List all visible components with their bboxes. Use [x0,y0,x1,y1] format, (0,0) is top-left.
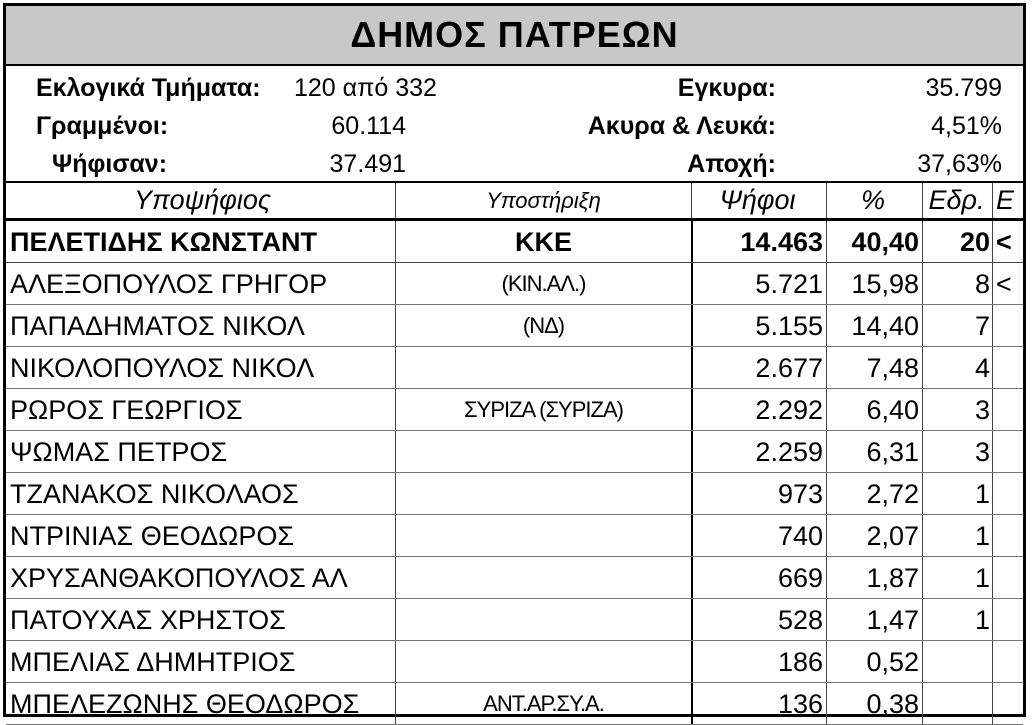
candidate-elected-mark [992,683,1023,724]
candidate-percent: 6,31 [826,431,922,472]
candidate-seats: 1 [922,473,992,514]
candidate-percent: 2,07 [826,515,922,556]
results-sheet [3,3,1026,717]
table-header [6,181,1023,221]
candidate-support: ΣΥΡΙΖΑ (ΣΥΡΙΖΑ) [395,389,691,430]
candidate-name: ΤΖΑΝΑΚΟΣ ΝΙΚΟΛΑΟΣ [10,479,299,509]
candidate-votes: 740 [691,515,826,556]
header-candidate: Υποψήφιος [133,185,272,215]
candidate-name: ΨΩΜΑΣ ΠΕΤΡΟΣ [10,437,228,467]
header-seats: Εδρ. [922,183,992,218]
table-row [6,305,1023,347]
candidate-name: ΧΡΥΣΑΝΘΑΚΟΠΟΥΛΟΣ ΑΛ [10,563,348,593]
candidate-votes: 5.721 [691,263,826,304]
candidate-percent: 15,98 [826,263,922,304]
candidate-name: ΠΑΤΟΥΧΑΣ ΧΡΗΣΤΟΣ [10,605,286,635]
header-support: Υποστήριξη [395,183,691,218]
candidate-elected-mark [992,599,1023,640]
candidate-name: ΑΛΕΞΟΠΟΥΛΟΣ ΓΡΗΓΟΡ [10,269,328,299]
sections-label: Εκλογικά Τμήματα: [36,74,261,102]
candidate-name: ΠΕΛΕΤΙΔΗΣ ΚΩΝΣΤΑΝΤ [10,227,317,257]
candidate-votes: 2.292 [691,389,826,430]
candidate-votes: 5.155 [691,305,826,346]
candidate-support [395,557,691,598]
candidate-elected-mark: < [992,263,1023,304]
table-row [6,683,1023,725]
table-row [6,263,1023,305]
table-row [6,431,1023,473]
candidate-seats [922,641,992,682]
candidate-elected-mark [992,515,1023,556]
valid-value: 35.799 [925,74,1002,102]
registered-value: 60.114 [331,112,406,140]
table-row [6,641,1023,683]
candidate-votes: 186 [691,641,826,682]
candidate-name: ΡΩΡΟΣ ΓΕΩΡΓΙΟΣ [10,395,243,425]
invalid-value: 4,51% [931,112,1002,140]
candidate-percent: 7,48 [826,347,922,388]
sections-value: 120 από 332 [294,74,437,102]
candidate-name: ΜΠΕΛΙΑΣ ΔΗΜΗΤΡΙΟΣ [10,647,296,677]
header-percent: % [826,183,922,218]
candidate-name: ΠΑΠΑΔΗΜΑΤΟΣ ΝΙΚΟΛ [10,311,305,341]
candidate-percent: 1,47 [826,599,922,640]
candidate-elected-mark [992,473,1023,514]
candidate-votes: 973 [691,473,826,514]
candidate-seats [922,683,992,724]
candidate-percent: 2,72 [826,473,922,514]
candidate-support [395,431,691,472]
candidate-name: ΜΠΕΛΕΖΩΝΗΣ ΘΕΟΔΩΡΟΣ [10,689,360,719]
header-votes: Ψήφοι [691,183,826,218]
candidate-elected-mark [992,431,1023,472]
abstention-value: 37,63% [917,150,1002,178]
candidate-votes: 14.463 [691,221,826,262]
candidate-support: (ΝΔ) [395,305,691,346]
candidate-seats: 7 [922,305,992,346]
candidate-support [395,599,691,640]
invalid-label: Ακυρα & Λευκά: [587,112,776,140]
candidate-votes: 2.259 [691,431,826,472]
candidate-elected-mark [992,389,1023,430]
page-title: ΔΗΜΟΣ ΠΑΤΡΕΩΝ [6,6,1023,66]
candidate-seats: 3 [922,431,992,472]
candidate-percent: 0,52 [826,641,922,682]
candidate-percent: 1,87 [826,557,922,598]
table-row [6,221,1023,263]
candidate-name: ΝΙΚΟΛΟΠΟΥΛΟΣ ΝΙΚΟΛ [10,353,315,383]
table-row [6,557,1023,599]
candidate-support: ΑΝΤ.ΑΡ.ΣΥ.Α. [395,683,691,724]
candidate-support [395,515,691,556]
candidate-percent: 0,38 [826,683,922,724]
candidate-elected-mark [992,557,1023,598]
header-elected: Ε [992,183,1023,218]
table-row [6,473,1023,515]
candidate-support [395,473,691,514]
candidate-support: (ΚΙΝ.ΑΛ.) [395,263,691,304]
candidate-support: ΚΚΕ [395,221,691,262]
candidate-votes: 528 [691,599,826,640]
registered-label: Γραμμένοι: [36,112,169,140]
candidate-votes: 669 [691,557,826,598]
table-row [6,599,1023,641]
table-row [6,347,1023,389]
candidate-support [395,641,691,682]
candidate-seats: 1 [922,557,992,598]
candidate-elected-mark [992,347,1023,388]
candidate-seats: 3 [922,389,992,430]
candidate-seats: 1 [922,515,992,556]
valid-label: Εγκυρα: [677,74,776,102]
candidate-percent: 14,40 [826,305,922,346]
candidate-seats: 4 [922,347,992,388]
candidate-seats: 20 [922,221,992,262]
candidate-elected-mark [992,305,1023,346]
voted-value: 37.491 [329,150,406,178]
candidate-elected-mark [992,641,1023,682]
candidate-votes: 2.677 [691,347,826,388]
candidate-elected-mark: < [992,221,1023,262]
candidate-percent: 6,40 [826,389,922,430]
candidate-seats: 8 [922,263,992,304]
table-row [6,515,1023,557]
candidate-name: ΝΤΡΙΝΙΑΣ ΘΕΟΔΩΡΟΣ [10,521,295,551]
candidate-percent: 40,40 [826,221,922,262]
candidate-votes: 136 [691,683,826,724]
candidate-seats: 1 [922,599,992,640]
candidate-support [395,347,691,388]
table-row [6,389,1023,431]
abstention-label: Αποχή: [687,150,776,178]
voted-label: Ψήφισαν: [52,150,168,178]
